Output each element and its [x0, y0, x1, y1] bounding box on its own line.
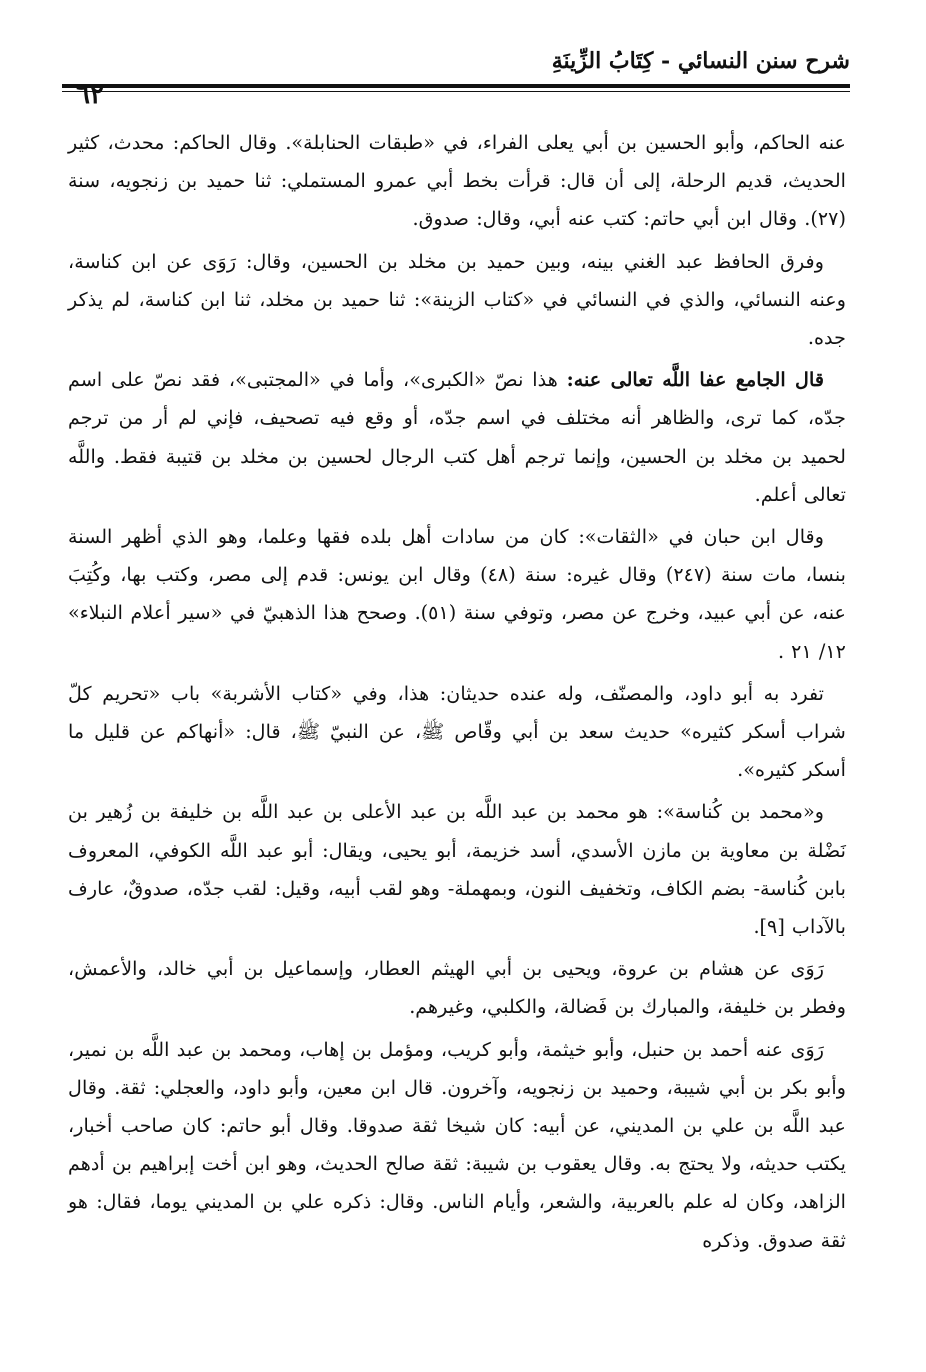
author-note-text: هذا نصّ «الكبرى»، وأما في «المجتبى»، فقد نصّ على اسم جدّه، كما ترى، والظاهر أنه مختلف في اسم جدّه، أو وقع فيه تصحيف، فإني لم أر من ترجم لحميد بن مخلد بن الحسين، وإنما ترجم أهل كتب الرجال لحسين بن مخلد بن قتيبة فقط. واللَّه تعالى أعلم. — [68, 368, 846, 506]
author-note-label: قال الجامع عفا اللَّه تعالى عنه: — [566, 368, 824, 392]
paragraph-3 — [68, 361, 846, 514]
paragraph-5: تفرد به أبو داود، والمصنّف، وله عنده حديثان: هذا، وفي «كتاب الأشربة» باب «تحريم كلّ شراب أسكر كثيره» حديث سعد بن أبي وقّاص ﷺ، عن النبيّ ﷺ، قال: «أنهاكم عن قليل ما أسكر كثيره». — [68, 681, 846, 782]
header-rule-thin — [62, 91, 850, 92]
running-title: شرح سنن النسائي - كِتَابُ الزِّينَةِ — [551, 48, 850, 74]
page-number: ٦٢ — [76, 80, 104, 110]
paragraph-7: رَوَى عن هشام بن عروة، ويحيى بن أبي الهيثم العطار، وإسماعيل بن أبي خالد، والأعمش، وفطر بن خليفة، والمبارك بن فَضالة، والكلبي، وغيرهم. — [68, 957, 846, 1019]
paragraph-1: عنه الحاكم، وأبو الحسين بن أبي يعلى الفراء، في «طبقات الحنابلة». وقال الحاكم: محدث، كثير الحديث، قديم الرحلة، إلى أن قال: قرأت بخط أبي عمرو المستملي: ثنا حميد بن زنجويه، سنة (٢٧). وقال ابن أبي حاتم: كتب عنه أبي، وقال: صدوق. — [68, 131, 846, 231]
paragraph-6: و«محمد بن كُناسة»: هو محمد بن عبد اللَّه بن عبد الأعلى بن عبد اللَّه بن خليفة بن زُهير بن نَضْلة بن معاوية بن مازن الأسدي، أسد خزيمة، أبو يحيى، ويقال: أبو عبد اللَّه الكوفي، المعروف بابن كُناسة- بضم الكاف، وتخفيف النون، وبمهملة- وهو لقب أبيه، وقيل: لقب جدّه، صدوقٌ، عارف بالآداب [٩]. — [68, 800, 846, 939]
paragraph-8: رَوَى عنه أحمد بن حنبل، وأبو خيثمة، وأبو كريب، ومؤمل بن إهاب، ومحمد بن عبد اللَّه بن نمير، وأبو بكر بن أبي شيبة، وحميد بن زنجويه، وآخرون. قال ابن معين، وأبو داود، والعجلي: ثقة. وقال عبد اللَّه بن علي بن المديني، عن أبيه: كان شيخا ثقة صدوقا. وقال أبو حاتم: كان صاحب أخبار، يكتب حديثه، ولا يحتج به. وقال يعقوب بن شيبة: ثقة صالح الحديث، وهو ابن أخت إبراهيم بن أدهم الزاهد، وكان له علم بالعربية، والشعر، وأيام الناس. وقال: ذكره علي بن المديني يوما، فقال: هو ثقة صدوق. وذكره — [68, 1037, 846, 1252]
paragraph-4: وقال ابن حبان في «الثقات»: كان من سادات أهل بلده فقها وعلما، وهو الذي أظهر السنة بنسا، مات سنة (٢٤٧) وقال غيره: سنة (٤٨) وقال ابن يونس: قدم إلى مصر، وكتب بها، وكُتِبَ عنه، عن أبي عبيد، وخرج عن مصر، وتوفي سنة (٥١). وصحح هذا الذهبيّ في «سير أعلام النبلاء» ١٢/ ٢١ . — [68, 525, 846, 663]
page-header — [62, 40, 850, 110]
header-rule-thick — [62, 84, 850, 88]
paragraph-2: وفرق الحافظ عبد الغني بينه، وبين حميد بن مخلد بن الحسين، وقال: رَوَى عن ابن كناسة، وعنه النسائي، والذي في النسائي في «كتاب الزينة»: ثنا حميد بن مخلد، ثنا ابن كناسة، لم يذكر جده. — [68, 249, 846, 350]
page-body — [68, 124, 846, 1260]
